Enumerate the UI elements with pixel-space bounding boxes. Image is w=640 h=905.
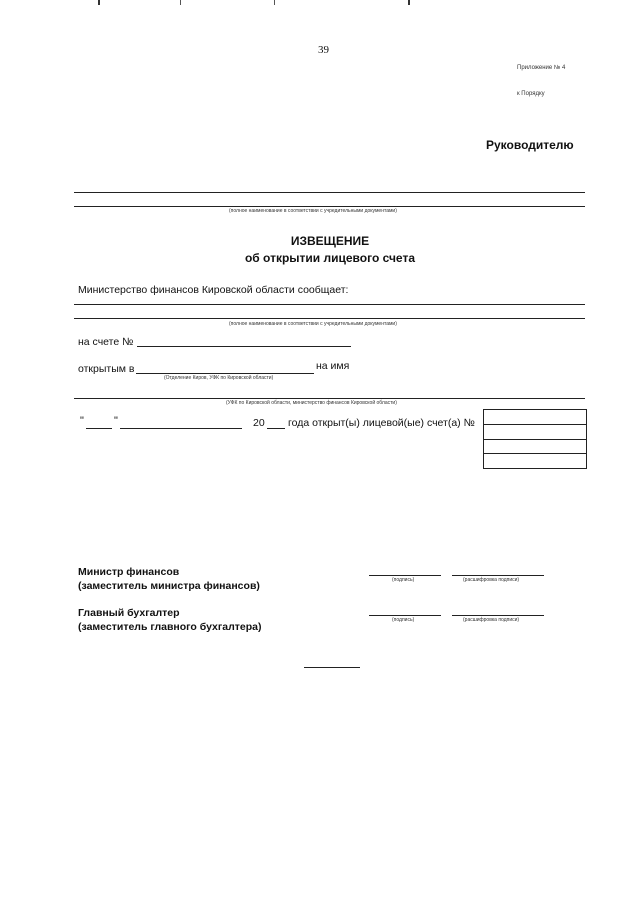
table-row-divider [484, 439, 586, 440]
accountant-signature-line [369, 615, 441, 616]
day-line [86, 428, 112, 429]
quote-open: " [80, 415, 84, 427]
opened-in-line [136, 373, 314, 374]
year-line [267, 428, 285, 429]
hint-full-name-2: (полное наименование в соответствии с учредительными документами) [229, 321, 397, 327]
account-numbers-table [483, 409, 587, 469]
hint-decoding-2: (расшифровка подписи) [463, 617, 520, 623]
page-number: 39 [318, 44, 329, 56]
accountant-deputy: (заместитель главного бухгалтера) [78, 621, 262, 633]
in-name-label: на имя [316, 360, 350, 372]
minister-deputy: (заместитель министра финансов) [78, 580, 260, 592]
account-label: на счете № [78, 336, 134, 348]
opened-accounts-text: года открыт(ы) лицевой(ые) счет(а) № [288, 417, 475, 429]
ministry-reports: Министерство финансов Кировской области сообщает: [78, 284, 349, 296]
table-row-divider [484, 453, 586, 454]
hint-full-name: (полное наименование в соответствии с учредительными документами) [229, 208, 397, 214]
minister-decoding-line [452, 575, 544, 576]
month-line [120, 428, 242, 429]
accountant-decoding-line [452, 615, 544, 616]
hint-signature-1: (подпись) [392, 577, 415, 583]
addressee: Руководителю [486, 138, 574, 152]
end-rule [304, 667, 360, 668]
accountant-title: Главный бухгалтер [78, 607, 180, 619]
opened-in-label: открытым в [78, 363, 135, 375]
minister-signature-line [369, 575, 441, 576]
hint-ufk-ministry: (УФК по Кировской области, министерство финансов Кировской области) [226, 400, 397, 406]
document-title: ИЗВЕЩЕНИЕ [290, 234, 370, 248]
account-number-line [137, 346, 351, 347]
ufk-line [74, 398, 585, 399]
document-subtitle: об открытии лицевого счета [244, 251, 416, 265]
order-label: к Порядку [517, 91, 545, 97]
scan-artifact [0, 0, 640, 6]
addressee-line-1 [74, 192, 585, 193]
addressee-line-2 [74, 206, 585, 207]
quote-close: " [114, 415, 118, 427]
hint-ufk-department: (Отделение Киров, УФК по Кировской области) [164, 375, 274, 381]
year-prefix: 20 [253, 417, 265, 429]
entity-line-2 [74, 318, 585, 319]
hint-decoding-1: (расшифровка подписи) [463, 577, 520, 583]
entity-line-1 [74, 304, 585, 305]
appendix-label: Приложение № 4 [517, 65, 566, 71]
hint-signature-2: (подпись) [392, 617, 415, 623]
minister-title: Министр финансов [78, 566, 180, 578]
table-row-divider [484, 424, 586, 425]
